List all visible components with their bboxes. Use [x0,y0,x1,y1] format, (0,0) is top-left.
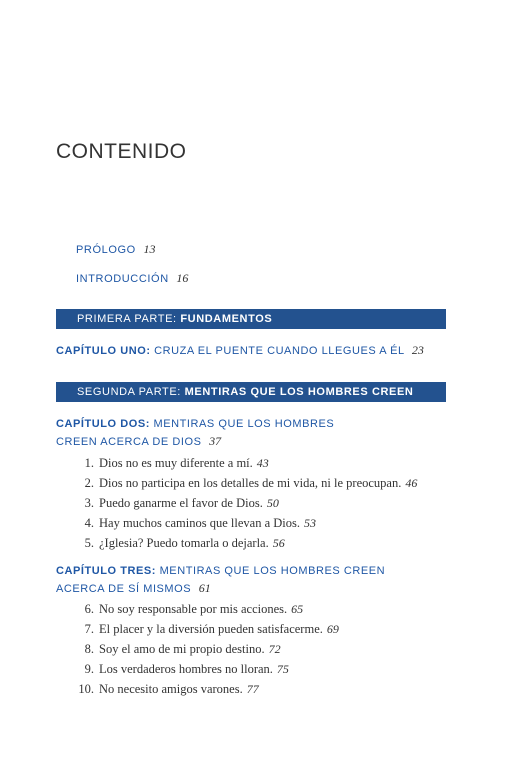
chapter-label: CAPÍTULO DOS: [56,418,150,430]
list-item [64,516,316,531]
list-item [64,682,259,697]
list-item [64,536,285,551]
toc-page-number: 72 [268,642,281,656]
chapter-title: CRUZA EL PUENTE CUANDO LLEGUES A ÉL [154,345,405,357]
toc-page-number: 53 [304,516,316,530]
chapter-heading-tres [56,563,385,598]
entry-number: 6. [84,602,94,616]
entry-text: Puedo ganarme el favor de Dios. [99,496,263,510]
entry-number: 1. [84,456,94,470]
entry-text: No necesito amigos varones. [99,682,243,696]
toc-page-number: 46 [405,476,418,490]
chapter-title: MENTIRAS QUE LOS HOMBRES [153,418,335,430]
chapter-heading-line [56,563,385,580]
entry-text: El placer y la diversión pueden satisfacerme. [99,622,323,636]
part-name: FUNDAMENTOS [180,313,273,325]
entry-text: Dios no es muy diferente a mí. [99,456,253,470]
part-prefix: SEGUNDA PARTE: [77,386,181,398]
chapter-heading-line [56,416,334,433]
entry-number: 5. [84,536,94,550]
list-item [64,456,269,471]
toc-page-number: 23 [411,343,424,357]
toc-page-number: 65 [291,602,304,616]
entry-number: 8. [84,642,94,656]
chapter-heading-uno [56,342,424,360]
list-item [64,602,303,617]
part-name: MENTIRAS QUE LOS HOMBRES CREEN [184,386,414,398]
part-banner-segunda [56,382,446,402]
toc-page-number: 69 [326,622,339,636]
entry-number: 7. [84,622,94,636]
toc-page-number: 13 [143,242,156,256]
list-item [64,662,289,677]
entry-number: 4. [84,516,94,530]
toc-entry-introduccion [76,271,188,286]
list-item [64,642,281,657]
chapter-title: ACERCA DE SÍ MISMOS [56,583,192,595]
part-banner-primera [56,309,446,329]
entry-text: Hay muchos caminos que llevan a Dios. [99,516,300,530]
entry-text: Los verdaderos hombres no lloran. [99,662,273,676]
chapter-heading-dos [56,416,334,451]
chapter-title: CREEN ACERCA DE DIOS [56,436,202,448]
toc-page-number: 50 [266,496,279,510]
list-item [64,496,279,511]
toc-page-number: 37 [209,434,222,448]
entry-number: 10. [78,682,94,696]
toc-page-number: 16 [176,271,189,285]
toc-entry-label: INTRODUCCIÓN [76,273,169,285]
toc-entry-prologo [76,242,155,257]
chapter-heading-line [56,433,334,451]
entry-text: Soy el amo de mi propio destino. [99,642,265,656]
toc-page-number: 43 [256,456,269,470]
entry-number: 2. [84,476,94,490]
chapter-title: MENTIRAS QUE LOS HOMBRES CREEN [159,565,386,577]
chapter-heading-line [56,580,385,598]
entry-number: 9. [84,662,94,676]
list-item [64,476,417,491]
chapter-label: CAPÍTULO TRES: [56,565,156,577]
toc-page-number: 56 [272,536,285,550]
entry-text: Dios no participa en los detalles de mi vida, ni le preocupan. [99,476,402,490]
entry-text: No soy responsable por mis acciones. [99,602,288,616]
list-item [64,622,339,637]
part-prefix: PRIMERA PARTE: [77,313,177,325]
toc-entry-label: PRÓLOGO [76,244,136,256]
chapter-label: CAPÍTULO UNO: [56,345,151,357]
toc-page-number: 61 [198,581,211,595]
toc-page-number: 77 [246,682,259,696]
entry-text: ¿Iglesia? Puedo tomarla o dejarla. [99,536,269,550]
page-title: CONTENIDO [56,140,187,163]
toc-page-number: 75 [276,662,289,676]
entry-number: 3. [84,496,94,510]
